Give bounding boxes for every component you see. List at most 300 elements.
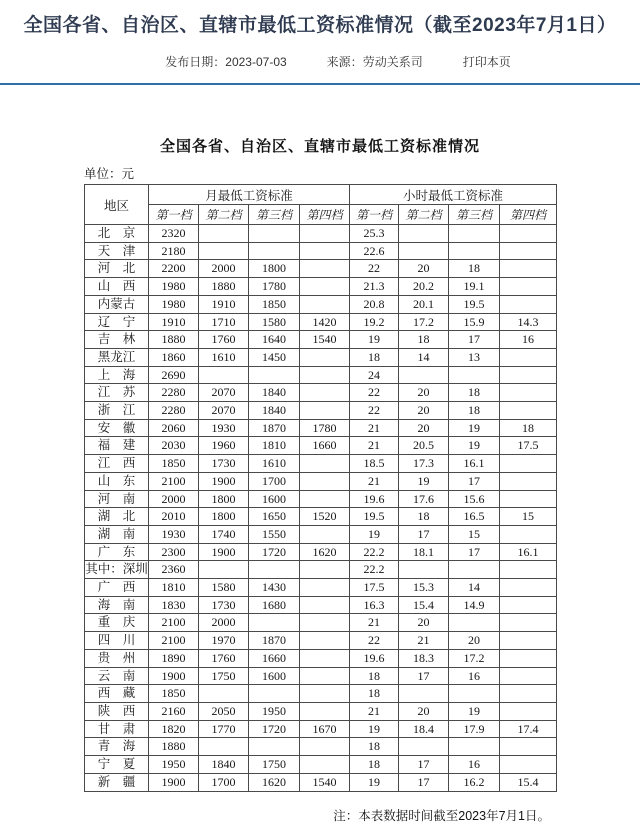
wage-cell: 18 bbox=[350, 667, 399, 685]
source bbox=[327, 53, 423, 70]
region-cell: 青 海 bbox=[85, 738, 149, 756]
wage-cell bbox=[449, 225, 500, 243]
wage-cell: 1950 bbox=[249, 702, 300, 720]
wage-cell: 20 bbox=[399, 402, 449, 420]
wage-cell: 24 bbox=[350, 366, 399, 384]
wage-cell: 15.6 bbox=[449, 490, 500, 508]
region-cell: 四 川 bbox=[85, 632, 149, 650]
wage-cell bbox=[249, 242, 300, 260]
wage-cell bbox=[500, 348, 557, 366]
publish-date-value: 2023-07-03 bbox=[225, 55, 287, 69]
wage-cell bbox=[300, 384, 350, 402]
wage-cell: 18 bbox=[350, 738, 399, 756]
wage-cell bbox=[300, 525, 350, 543]
wage-cell: 19 bbox=[350, 720, 399, 738]
wage-cell: 1670 bbox=[300, 720, 350, 738]
region-cell: 安 徽 bbox=[85, 419, 149, 437]
wage-cell: 2280 bbox=[149, 384, 199, 402]
wage-cell: 20.2 bbox=[399, 278, 449, 296]
wage-cell: 1810 bbox=[149, 579, 199, 597]
wage-cell bbox=[500, 225, 557, 243]
wage-cell bbox=[300, 667, 350, 685]
wage-cell: 1640 bbox=[249, 331, 300, 349]
wage-cell bbox=[449, 738, 500, 756]
table-header-row-tiers bbox=[85, 205, 557, 225]
region-cell: 河 北 bbox=[85, 260, 149, 278]
table-note: 注：本表数据时间截至2023年7月1日。 bbox=[333, 808, 550, 823]
wage-cell bbox=[300, 490, 350, 508]
wage-cell: 18 bbox=[449, 402, 500, 420]
wage-cell bbox=[249, 738, 300, 756]
wage-cell: 19 bbox=[449, 702, 500, 720]
wage-cell: 1610 bbox=[199, 348, 249, 366]
wage-cell: 2030 bbox=[149, 437, 199, 455]
region-cell: 湖 北 bbox=[85, 508, 149, 526]
region-cell: 宁 夏 bbox=[85, 756, 149, 774]
wage-cell bbox=[500, 384, 557, 402]
wage-cell: 1900 bbox=[149, 773, 199, 791]
wage-cell: 1520 bbox=[300, 508, 350, 526]
wage-cell: 2000 bbox=[199, 614, 249, 632]
wage-cell: 17 bbox=[399, 667, 449, 685]
wage-cell bbox=[500, 756, 557, 774]
wage-cell: 20 bbox=[399, 702, 449, 720]
wage-cell bbox=[399, 738, 449, 756]
wage-cell: 17.5 bbox=[500, 437, 557, 455]
wage-cell bbox=[500, 242, 557, 260]
wage-cell: 1900 bbox=[199, 472, 249, 490]
wage-cell: 18 bbox=[500, 419, 557, 437]
wage-cell: 18.4 bbox=[399, 720, 449, 738]
wage-cell: 1620 bbox=[249, 773, 300, 791]
wage-cell bbox=[500, 561, 557, 579]
region-cell: 河 南 bbox=[85, 490, 149, 508]
wage-cell: 22.6 bbox=[350, 242, 399, 260]
region-cell: 海 南 bbox=[85, 596, 149, 614]
wage-cell: 1680 bbox=[249, 596, 300, 614]
wage-cell: 17.2 bbox=[399, 313, 449, 331]
table-row bbox=[85, 331, 557, 349]
table-row bbox=[85, 242, 557, 260]
source-value: 劳动关系司 bbox=[362, 55, 423, 69]
wage-cell bbox=[500, 649, 557, 667]
wage-cell: 2690 bbox=[149, 366, 199, 384]
wage-cell: 2100 bbox=[149, 632, 199, 650]
wage-cell: 1950 bbox=[149, 756, 199, 774]
region-cell: 甘 肃 bbox=[85, 720, 149, 738]
wage-cell: 1420 bbox=[300, 313, 350, 331]
wage-cell bbox=[249, 225, 300, 243]
wage-cell: 16.5 bbox=[449, 508, 500, 526]
wage-cell bbox=[500, 685, 557, 703]
wage-cell bbox=[500, 295, 557, 313]
wage-cell: 17 bbox=[399, 525, 449, 543]
table-header-row-groups bbox=[85, 185, 557, 205]
region-cell: 广 西 bbox=[85, 579, 149, 597]
col-header-hourly: 小时最低工资标准 bbox=[350, 185, 557, 205]
region-cell: 辽 宁 bbox=[85, 313, 149, 331]
region-cell: 内蒙古 bbox=[85, 295, 149, 313]
wage-cell: 1750 bbox=[249, 756, 300, 774]
table-row bbox=[85, 348, 557, 366]
article-header bbox=[0, 0, 640, 70]
region-cell: 山 东 bbox=[85, 472, 149, 490]
table-row bbox=[85, 419, 557, 437]
col-header-hourly-tier4: 第四档 bbox=[500, 205, 557, 225]
wage-cell: 16 bbox=[500, 331, 557, 349]
wage-cell: 22 bbox=[350, 402, 399, 420]
wage-cell: 16.3 bbox=[350, 596, 399, 614]
wage-cell: 1850 bbox=[149, 685, 199, 703]
wage-cell: 17 bbox=[449, 472, 500, 490]
wage-cell: 1780 bbox=[249, 278, 300, 296]
wage-cell: 18.5 bbox=[350, 455, 399, 473]
wage-cell bbox=[249, 561, 300, 579]
wage-cell: 19.5 bbox=[449, 295, 500, 313]
region-cell: 重 庆 bbox=[85, 614, 149, 632]
wage-cell: 1760 bbox=[199, 331, 249, 349]
wage-cell: 21 bbox=[399, 632, 449, 650]
wage-cell: 1600 bbox=[249, 667, 300, 685]
wage-cell: 2100 bbox=[149, 472, 199, 490]
wage-cell: 1660 bbox=[300, 437, 350, 455]
wage-cell: 18 bbox=[399, 331, 449, 349]
wage-cell bbox=[300, 579, 350, 597]
wage-cell: 21 bbox=[350, 702, 399, 720]
wage-cell: 1980 bbox=[149, 295, 199, 313]
wage-cell: 1610 bbox=[249, 455, 300, 473]
wage-cell bbox=[399, 685, 449, 703]
region-cell: 浙 江 bbox=[85, 402, 149, 420]
table-row bbox=[85, 455, 557, 473]
wage-cell bbox=[300, 295, 350, 313]
wage-cell bbox=[449, 366, 500, 384]
wage-cell bbox=[300, 348, 350, 366]
wage-cell: 17.6 bbox=[399, 490, 449, 508]
wage-cell: 1910 bbox=[199, 295, 249, 313]
wage-cell bbox=[500, 525, 557, 543]
wage-cell: 17.2 bbox=[449, 649, 500, 667]
wage-cell: 15.4 bbox=[500, 773, 557, 791]
wage-cell: 19 bbox=[399, 472, 449, 490]
wage-cell: 1800 bbox=[199, 490, 249, 508]
wage-cell: 15 bbox=[500, 508, 557, 526]
wage-cell bbox=[500, 455, 557, 473]
wage-cell bbox=[300, 455, 350, 473]
wage-cell bbox=[500, 402, 557, 420]
wage-cell: 20 bbox=[399, 384, 449, 402]
wage-cell: 21 bbox=[350, 419, 399, 437]
region-cell: 福 建 bbox=[85, 437, 149, 455]
col-header-hourly-tier1: 第一档 bbox=[350, 205, 399, 225]
table-row bbox=[85, 490, 557, 508]
wage-cell: 1930 bbox=[199, 419, 249, 437]
table-row bbox=[85, 702, 557, 720]
wage-cell: 1860 bbox=[149, 348, 199, 366]
region-cell: 江 苏 bbox=[85, 384, 149, 402]
wage-cell: 2160 bbox=[149, 702, 199, 720]
publish-date bbox=[165, 53, 286, 70]
wage-cell: 15.9 bbox=[449, 313, 500, 331]
wage-cell bbox=[300, 225, 350, 243]
wage-cell: 25.3 bbox=[350, 225, 399, 243]
wage-cell: 1800 bbox=[199, 508, 249, 526]
table-row bbox=[85, 596, 557, 614]
wage-cell: 15.4 bbox=[399, 596, 449, 614]
wage-cell bbox=[249, 366, 300, 384]
wage-cell: 21 bbox=[350, 472, 399, 490]
region-cell: 上 海 bbox=[85, 366, 149, 384]
wage-cell: 17.5 bbox=[350, 579, 399, 597]
wage-cell: 1760 bbox=[199, 649, 249, 667]
table-row bbox=[85, 278, 557, 296]
print-page-link[interactable]: 打印本页 bbox=[462, 55, 511, 69]
region-cell: 北 京 bbox=[85, 225, 149, 243]
region-cell: 陕 西 bbox=[85, 702, 149, 720]
region-cell: 天 津 bbox=[85, 242, 149, 260]
wage-cell: 1910 bbox=[149, 313, 199, 331]
wage-cell: 1850 bbox=[249, 295, 300, 313]
wage-cell bbox=[449, 561, 500, 579]
wage-cell bbox=[300, 366, 350, 384]
wage-cell: 19.6 bbox=[350, 490, 399, 508]
wage-cell bbox=[500, 278, 557, 296]
wage-cell bbox=[449, 614, 500, 632]
wage-cell: 16 bbox=[449, 756, 500, 774]
wage-cell: 1820 bbox=[149, 720, 199, 738]
table-row bbox=[85, 384, 557, 402]
table-row bbox=[85, 313, 557, 331]
wage-cell bbox=[399, 225, 449, 243]
wage-cell bbox=[300, 702, 350, 720]
wage-cell: 20 bbox=[449, 632, 500, 650]
col-header-region: 地区 bbox=[85, 185, 149, 225]
wage-cell: 17 bbox=[399, 773, 449, 791]
wage-cell bbox=[399, 366, 449, 384]
wage-cell: 2010 bbox=[149, 508, 199, 526]
wage-cell: 17.3 bbox=[399, 455, 449, 473]
wage-cell: 1800 bbox=[249, 260, 300, 278]
region-cell: 广 东 bbox=[85, 543, 149, 561]
wage-cell: 2050 bbox=[199, 702, 249, 720]
source-label: 来源： bbox=[326, 55, 363, 69]
wage-cell: 22.2 bbox=[350, 543, 399, 561]
wage-cell bbox=[300, 242, 350, 260]
wage-cell: 1960 bbox=[199, 437, 249, 455]
wage-cell: 2000 bbox=[199, 260, 249, 278]
wage-cell bbox=[500, 490, 557, 508]
wage-cell: 14.9 bbox=[449, 596, 500, 614]
wage-cell bbox=[300, 278, 350, 296]
wage-cell: 18 bbox=[350, 348, 399, 366]
wage-cell: 1540 bbox=[300, 331, 350, 349]
table-row bbox=[85, 685, 557, 703]
wage-cell: 19.2 bbox=[350, 313, 399, 331]
wage-cell bbox=[300, 685, 350, 703]
wage-cell bbox=[399, 242, 449, 260]
wage-cell: 20 bbox=[399, 260, 449, 278]
table-row bbox=[85, 649, 557, 667]
wage-cell: 20.1 bbox=[399, 295, 449, 313]
region-cell: 湖 南 bbox=[85, 525, 149, 543]
table-row bbox=[85, 614, 557, 632]
wage-cell bbox=[199, 738, 249, 756]
region-cell: 江 西 bbox=[85, 455, 149, 473]
wage-cell bbox=[199, 561, 249, 579]
wage-cell: 17 bbox=[449, 543, 500, 561]
col-header-monthly-tier1: 第一档 bbox=[149, 205, 199, 225]
table-row bbox=[85, 402, 557, 420]
article-body bbox=[84, 85, 556, 824]
wage-cell: 22 bbox=[350, 260, 399, 278]
wage-cell: 1650 bbox=[249, 508, 300, 526]
wage-cell bbox=[300, 596, 350, 614]
wage-cell: 20 bbox=[399, 614, 449, 632]
wage-cell: 1900 bbox=[149, 667, 199, 685]
table-row bbox=[85, 756, 557, 774]
wage-cell: 1840 bbox=[199, 756, 249, 774]
wage-cell bbox=[199, 685, 249, 703]
wage-cell bbox=[500, 596, 557, 614]
table-row bbox=[85, 508, 557, 526]
table-row bbox=[85, 472, 557, 490]
wage-cell: 17 bbox=[399, 756, 449, 774]
wage-cell: 2280 bbox=[149, 402, 199, 420]
region-cell: 贵 州 bbox=[85, 649, 149, 667]
wage-cell bbox=[199, 366, 249, 384]
wage-cell: 1450 bbox=[249, 348, 300, 366]
wage-cell: 1830 bbox=[149, 596, 199, 614]
wage-cell: 19 bbox=[350, 773, 399, 791]
wage-cell: 19 bbox=[350, 525, 399, 543]
wage-cell: 1880 bbox=[199, 278, 249, 296]
wage-cell: 1700 bbox=[199, 773, 249, 791]
col-header-hourly-tier2: 第二档 bbox=[399, 205, 449, 225]
table-row bbox=[85, 579, 557, 597]
table-row bbox=[85, 773, 557, 791]
wage-cell: 15 bbox=[449, 525, 500, 543]
wage-cell: 1580 bbox=[199, 579, 249, 597]
wage-cell: 18 bbox=[449, 384, 500, 402]
wage-cell bbox=[300, 738, 350, 756]
wage-cell: 16.2 bbox=[449, 773, 500, 791]
wage-cell bbox=[399, 561, 449, 579]
wage-cell: 1840 bbox=[249, 402, 300, 420]
wage-cell: 19.1 bbox=[449, 278, 500, 296]
region-cell: 云 南 bbox=[85, 667, 149, 685]
wage-cell: 20 bbox=[399, 419, 449, 437]
wage-cell: 18 bbox=[350, 756, 399, 774]
wage-cell: 1620 bbox=[300, 543, 350, 561]
wage-cell: 22 bbox=[350, 632, 399, 650]
table-row bbox=[85, 738, 557, 756]
wage-cell: 1780 bbox=[300, 419, 350, 437]
wage-cell bbox=[249, 614, 300, 632]
wage-cell: 1980 bbox=[149, 278, 199, 296]
table-row bbox=[85, 295, 557, 313]
table-title: 全国各省、自治区、直辖市最低工资标准情况 bbox=[159, 138, 480, 155]
wage-cell: 1710 bbox=[199, 313, 249, 331]
meta-row bbox=[0, 53, 640, 70]
wage-cell bbox=[500, 260, 557, 278]
wage-cell: 1900 bbox=[199, 543, 249, 561]
wage-cell bbox=[300, 561, 350, 579]
wage-cell: 1430 bbox=[249, 579, 300, 597]
wage-cell: 16.1 bbox=[500, 543, 557, 561]
wage-cell bbox=[300, 614, 350, 632]
wage-cell: 18 bbox=[350, 685, 399, 703]
region-cell: 新 疆 bbox=[85, 773, 149, 791]
wage-cell: 14 bbox=[399, 348, 449, 366]
wage-cell: 16 bbox=[449, 667, 500, 685]
wage-cell: 1850 bbox=[149, 455, 199, 473]
wage-cell bbox=[449, 685, 500, 703]
wage-cell: 1580 bbox=[249, 313, 300, 331]
wage-cell bbox=[500, 702, 557, 720]
wage-cell bbox=[500, 579, 557, 597]
region-cell: 山 西 bbox=[85, 278, 149, 296]
wage-cell: 2000 bbox=[149, 490, 199, 508]
wage-cell: 18 bbox=[399, 508, 449, 526]
col-header-monthly-tier3: 第三档 bbox=[249, 205, 300, 225]
wage-cell: 2100 bbox=[149, 614, 199, 632]
wage-cell bbox=[300, 260, 350, 278]
wage-cell bbox=[500, 632, 557, 650]
wage-cell: 18.3 bbox=[399, 649, 449, 667]
wage-cell: 22 bbox=[350, 384, 399, 402]
col-header-monthly: 月最低工资标准 bbox=[149, 185, 350, 205]
wage-cell: 17.9 bbox=[449, 720, 500, 738]
wage-cell bbox=[500, 738, 557, 756]
table-row bbox=[85, 366, 557, 384]
wage-cell: 1700 bbox=[249, 472, 300, 490]
page-title: 全国各省、自治区、直辖市最低工资标准情况（截至2023年7月1日） bbox=[23, 15, 617, 36]
wage-cell: 17.4 bbox=[500, 720, 557, 738]
table-row bbox=[85, 437, 557, 455]
wage-cell: 1840 bbox=[249, 384, 300, 402]
table-row bbox=[85, 525, 557, 543]
wage-cell bbox=[300, 472, 350, 490]
wage-cell: 14 bbox=[449, 579, 500, 597]
col-header-hourly-tier3: 第三档 bbox=[449, 205, 500, 225]
table-row bbox=[85, 543, 557, 561]
wage-cell bbox=[500, 472, 557, 490]
wage-cell: 1880 bbox=[149, 331, 199, 349]
wage-cell: 2070 bbox=[199, 384, 249, 402]
wage-cell: 1870 bbox=[249, 419, 300, 437]
wage-cell: 2070 bbox=[199, 402, 249, 420]
wage-cell: 19 bbox=[449, 437, 500, 455]
wage-cell: 1870 bbox=[249, 632, 300, 650]
wage-table-body bbox=[85, 225, 557, 792]
col-header-monthly-tier2: 第二档 bbox=[199, 205, 249, 225]
wage-cell: 2180 bbox=[149, 242, 199, 260]
wage-cell: 1550 bbox=[249, 525, 300, 543]
wage-cell: 18.1 bbox=[399, 543, 449, 561]
wage-cell bbox=[249, 685, 300, 703]
table-row bbox=[85, 720, 557, 738]
wage-cell: 13 bbox=[449, 348, 500, 366]
wage-cell: 1660 bbox=[249, 649, 300, 667]
wage-cell: 1750 bbox=[199, 667, 249, 685]
wage-cell: 21 bbox=[350, 614, 399, 632]
table-row bbox=[85, 225, 557, 243]
wage-cell bbox=[199, 242, 249, 260]
wage-cell: 1720 bbox=[249, 543, 300, 561]
wage-cell: 2060 bbox=[149, 419, 199, 437]
wage-cell: 1880 bbox=[149, 738, 199, 756]
wage-cell: 1890 bbox=[149, 649, 199, 667]
